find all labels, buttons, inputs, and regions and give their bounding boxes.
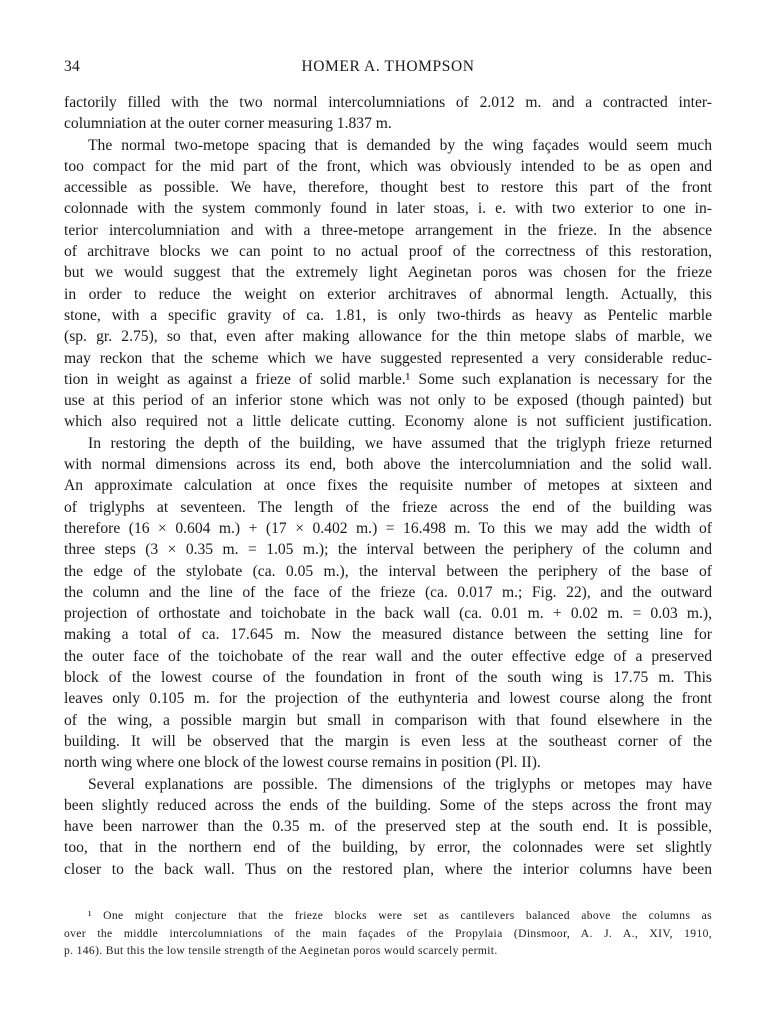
text-line: An approximate calculation at once fixes the requisite number of metopes at sixteen and <box>64 477 712 495</box>
text-line: columniation at the outer corner measuring 1.837 m. <box>64 115 392 133</box>
text-line: terior intercolumniation and with a three-metope arrangement in the frieze. In the absence <box>64 221 712 239</box>
text-line: colonnade with the system commonly found in later stoas, i. e. with two exterior to one in- <box>64 200 712 218</box>
text-line: in order to reduce the weight on exterior architraves of abnormal length. Actually, this <box>64 285 712 303</box>
footnote-line: ¹ One might conjecture that the frieze blocks were set as cantilevers balanced above the columns as <box>88 909 712 922</box>
text-line: building. It will be observed that the margin is even less at the southeast corner of the <box>64 732 712 750</box>
footnote <box>64 907 712 960</box>
text-line: too, that in the northern end of the building, by error, the colonnades were set slightly <box>64 839 712 857</box>
text-line: too compact for the mid part of the front, which was obviously intended to be as open and <box>64 157 712 175</box>
body-text <box>64 92 712 880</box>
text-line: The normal two-metope spacing that is demanded by the wing façades would seem much <box>88 136 712 154</box>
page-number: 34 <box>64 58 81 75</box>
text-line: leaves only 0.105 m. for the projection of the euthynteria and lowest course along the front <box>64 690 712 708</box>
text-line: have been narrower than the 0.35 m. of the preserved step at the south end. It is possible, <box>64 818 712 836</box>
text-line: block of the lowest course of the foundation in front of the south wing is 17.75 m. This <box>64 669 712 687</box>
text-line: of the wing, a possible margin but small in comparison with that found elsewhere in the <box>64 711 712 729</box>
text-line: therefore (16 × 0.604 m.) + (17 × 0.402 m.) = 16.498 m. To this we may add the width of <box>64 519 712 537</box>
running-head: HOMER A. THOMPSON <box>301 58 475 75</box>
footnote-line: p. 146). But this the low tensile strength of the Aeginetan poros would scarcely permit. <box>64 944 498 957</box>
text-line: may reckon that the scheme which we have suggested represented a very considerable reduc- <box>64 349 712 367</box>
page-header <box>64 58 712 78</box>
text-line: use at this period of an inferior stone which was not only to be exposed (though painted) but <box>64 392 712 410</box>
text-line: the outer face of the toichobate of the rear wall and the outer effective edge of a preserved <box>64 647 712 665</box>
text-line: projection of orthostate and toichobate in the back wall (ca. 0.01 m. + 0.02 m. = 0.03 m.), <box>64 605 712 623</box>
paragraph-3 <box>64 433 712 774</box>
text-line: (sp. gr. 2.75), so that, even after making allowance for the thin metope slabs of marble, we <box>64 328 712 346</box>
text-line: In restoring the depth of the building, we have assumed that the triglyph frieze returned <box>88 434 712 452</box>
text-line: but we would suggest that the extremely light Aeginetan poros was chosen for the frieze <box>64 264 712 282</box>
paragraph-4 <box>64 774 712 880</box>
footnote-line: over the middle intercolumniations of the main façades of the Propylaia (Dinsmoor, A. J. A., XIV, 1910, <box>64 926 712 940</box>
text-line: three steps (3 × 0.35 m. = 1.05 m.); the interval between the periphery of the column and <box>64 541 712 559</box>
text-line: stone, with a specific gravity of ca. 1.81, is only two-thirds as heavy as Pentelic marble <box>64 306 712 324</box>
text-line: of architrave blocks we can point to no actual proof of the correctness of this restoration, <box>64 243 712 261</box>
text-line: the column and the line of the face of the frieze (ca. 0.017 m.; Fig. 22), and the outward <box>64 583 712 601</box>
text-line: factorily filled with the two normal intercolumniations of 2.012 m. and a contracted inter- <box>64 94 712 111</box>
text-line: the edge of the stylobate (ca. 0.05 m.), the interval between the periphery of the base of <box>64 562 712 580</box>
paragraph-1 <box>64 92 712 135</box>
text-line: closer to the back wall. Thus on the restored plan, where the interior columns have been <box>64 860 712 878</box>
text-line: making a total of ca. 17.645 m. Now the measured distance between the setting line for <box>64 626 712 644</box>
text-line: Several explanations are possible. The dimensions of the triglyphs or metopes may have <box>88 775 712 793</box>
text-line: which also required not a little delicate cutting. Economy alone is not sufficient justification. <box>64 413 712 431</box>
text-line: north wing where one block of the lowest course remains in position (Pl. II). <box>64 754 541 772</box>
text-line: tion in weight as against a frieze of solid marble.¹ Some such explanation is necessary for the <box>64 370 712 388</box>
paragraph-2 <box>64 135 712 433</box>
text-line: with normal dimensions across its end, both above the intercolumniation and the solid wall. <box>64 456 712 474</box>
text-line: been slightly reduced across the ends of the building. Some of the steps across the front may <box>64 796 712 814</box>
text-line: of triglyphs at seventeen. The length of the frieze across the end of the building was <box>64 498 712 516</box>
text-line: accessible as possible. We have, therefore, thought best to restore this part of the front <box>64 179 712 197</box>
